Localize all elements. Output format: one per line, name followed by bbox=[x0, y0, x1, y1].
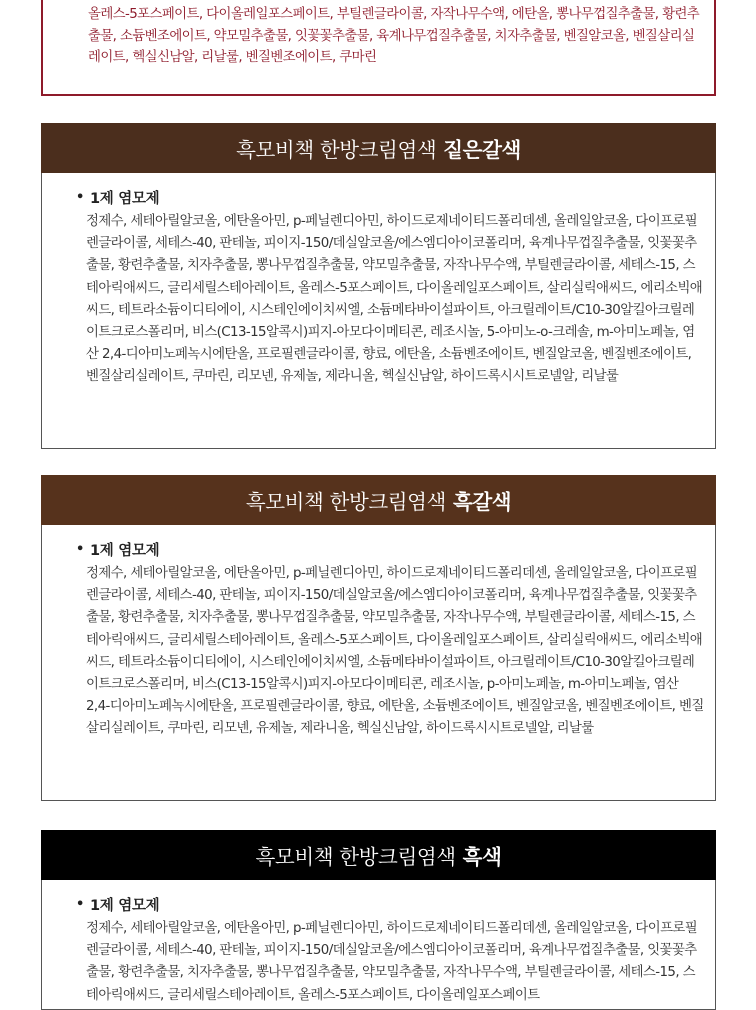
section-title-text: 1제 염모제 bbox=[90, 898, 160, 914]
product-card-dark-brown bbox=[41, 123, 716, 449]
product-header-dark-brown bbox=[41, 123, 716, 173]
product-body-black-brown bbox=[41, 525, 716, 801]
product-brand: 흑모비책 한방크림염색 bbox=[255, 845, 456, 869]
previous-product-ingredients-box bbox=[41, 0, 716, 96]
product-body-dark-brown bbox=[41, 173, 716, 449]
section-title-text: 1제 염모제 bbox=[90, 191, 160, 207]
product-header-black-brown bbox=[41, 475, 716, 525]
product-card-black-brown bbox=[41, 475, 716, 801]
bullet-icon: • bbox=[76, 190, 85, 205]
product-header-black bbox=[41, 830, 716, 880]
product-card-black bbox=[41, 830, 716, 1010]
product-brand: 흑모비책 한방크림염색 bbox=[245, 490, 446, 514]
section-title bbox=[76, 187, 715, 208]
product-body-black bbox=[41, 880, 716, 1010]
previous-product-ingredient-list: 올레스-5포스페이트, 다이올레일포스페이트, 부틸렌글라이콜, 자작나무수액, 에탄올, 뽕나무껍질추출물, 황련추출물, 소듐벤조에이트, 약모밀추출물, 잇꽃꽃추출물, 육계나무껍질추출물, 치자추출물, 벤질알코올, 벤질살리실레이트, 헥실신남알, 리날룰, 벤질벤조에이트, 쿠마린 bbox=[88, 7, 700, 65]
product-shade: 흑색 bbox=[462, 845, 502, 869]
product-shade: 짙은갈색 bbox=[443, 138, 521, 162]
bullet-icon: • bbox=[76, 897, 85, 912]
bullet-icon: • bbox=[76, 542, 85, 557]
ingredient-list: 정제수, 세테아릴알코올, 에탄올아민, p-페닐렌디아민, 하이드로제네이티드폴리데센, 올레일알코올, 다이프로필렌글라이콜, 세테스-40, 판테놀, 피이지-150/데실알코올/에스엠디아이코폴리머, 육계나무껍질추출물, 잇꽃꽃추출물, 황련추출물, 치자추출물, 뽕나무껍질추출물, 약모밀추출물, 자작나무수액, 부틸렌글라이콜, 세테스-15, 스테아릭애씨드, 글리세릴스테아레이트, 올레스-5포스페이트, 다이올레일포스페이트, 살리실릭애씨드, 에리소빅애씨드, 테트라소듐이디티에이, 시스테인에이치씨엘, 소듐메타바이설파이트, 아크릴레이트/C10-30알킬아크릴레이트크로스폴리머, 비스(C13-15알콕시)피지-아모다이메티콘, 레조시놀, p-아미노페놀, m-아미노페놀, 염산 2,4-디아미노페녹시에탄올, 프로필렌글라이콜, 향료, 에탄올, 소듐벤조에이트, 벤질알코올, 벤질벤조에이트, 벤질살리실레이트, 쿠마린, 리모넨, 유제놀, 제라니올, 헥실신남알, 하이드록시시트로넬알, 리날룰 bbox=[86, 566, 704, 737]
ingredient-list: 정제수, 세테아릴알코올, 에탄올아민, p-페닐렌디아민, 하이드로제네이티드폴리데센, 올레일알코올, 다이프로필렌글라이콜, 세테스-40, 판테놀, 피이지-150/데실알코올/에스엠디아이코폴리머, 육계나무껍질추출물, 잇꽃꽃추출물, 황련추출물, 치자추출물, 뽕나무껍질추출물, 약모밀추출물, 자작나무수액, 부틸렌글라이콜, 세테스-15, 스테아릭애씨드, 글리세릴스테아레이트, 올레스-5포스페이트, 다이올레일포스페이트 bbox=[86, 921, 698, 1003]
product-brand: 흑모비책 한방크림염색 bbox=[236, 138, 437, 162]
product-shade: 흑갈색 bbox=[452, 490, 512, 514]
section-title bbox=[76, 894, 715, 915]
ingredient-list: 정제수, 세테아릴알코올, 에탄올아민, p-페닐렌디아민, 하이드로제네이티드폴리데센, 올레일알코올, 다이프로필렌글라이콜, 세테스-40, 판테놀, 피이지-150/데실알코올/에스엠디아이코폴리머, 육계나무껍질추출물, 잇꽃꽃추출물, 황련추출물, 치자추출물, 뽕나무껍질추출물, 약모밀추출물, 자작나무수액, 부틸렌글라이콜, 세테스-15, 스테아릭애씨드, 글리세릴스테아레이트, 올레스-5포스페이트, 다이올레일포스페이트, 살리실릭애씨드, 에리소빅애씨드, 테트라소듐이디티에이, 시스테인에이치씨엘, 소듐메타바이설파이트, 아크릴레이트/C10-30알킬아크릴레이트크로스폴리머, 비스(C13-15알콕시)피지-아모다이메티콘, 레조시놀, 5-아미노-o-크레솔, m-아미노페놀, 염산 2,4-디아미노페녹시에탄올, 프로필렌글라이콜, 향료, 에탄올, 소듐벤조에이트, 벤질알코올, 벤질벤조에이트, 벤질살리실레이트, 쿠마린, 리모넨, 유제놀, 제라니올, 헥실신남알, 하이드록시시트로넬알, 리날룰 bbox=[86, 214, 703, 385]
section-title-text: 1제 염모제 bbox=[90, 543, 160, 559]
section-title bbox=[76, 539, 715, 560]
